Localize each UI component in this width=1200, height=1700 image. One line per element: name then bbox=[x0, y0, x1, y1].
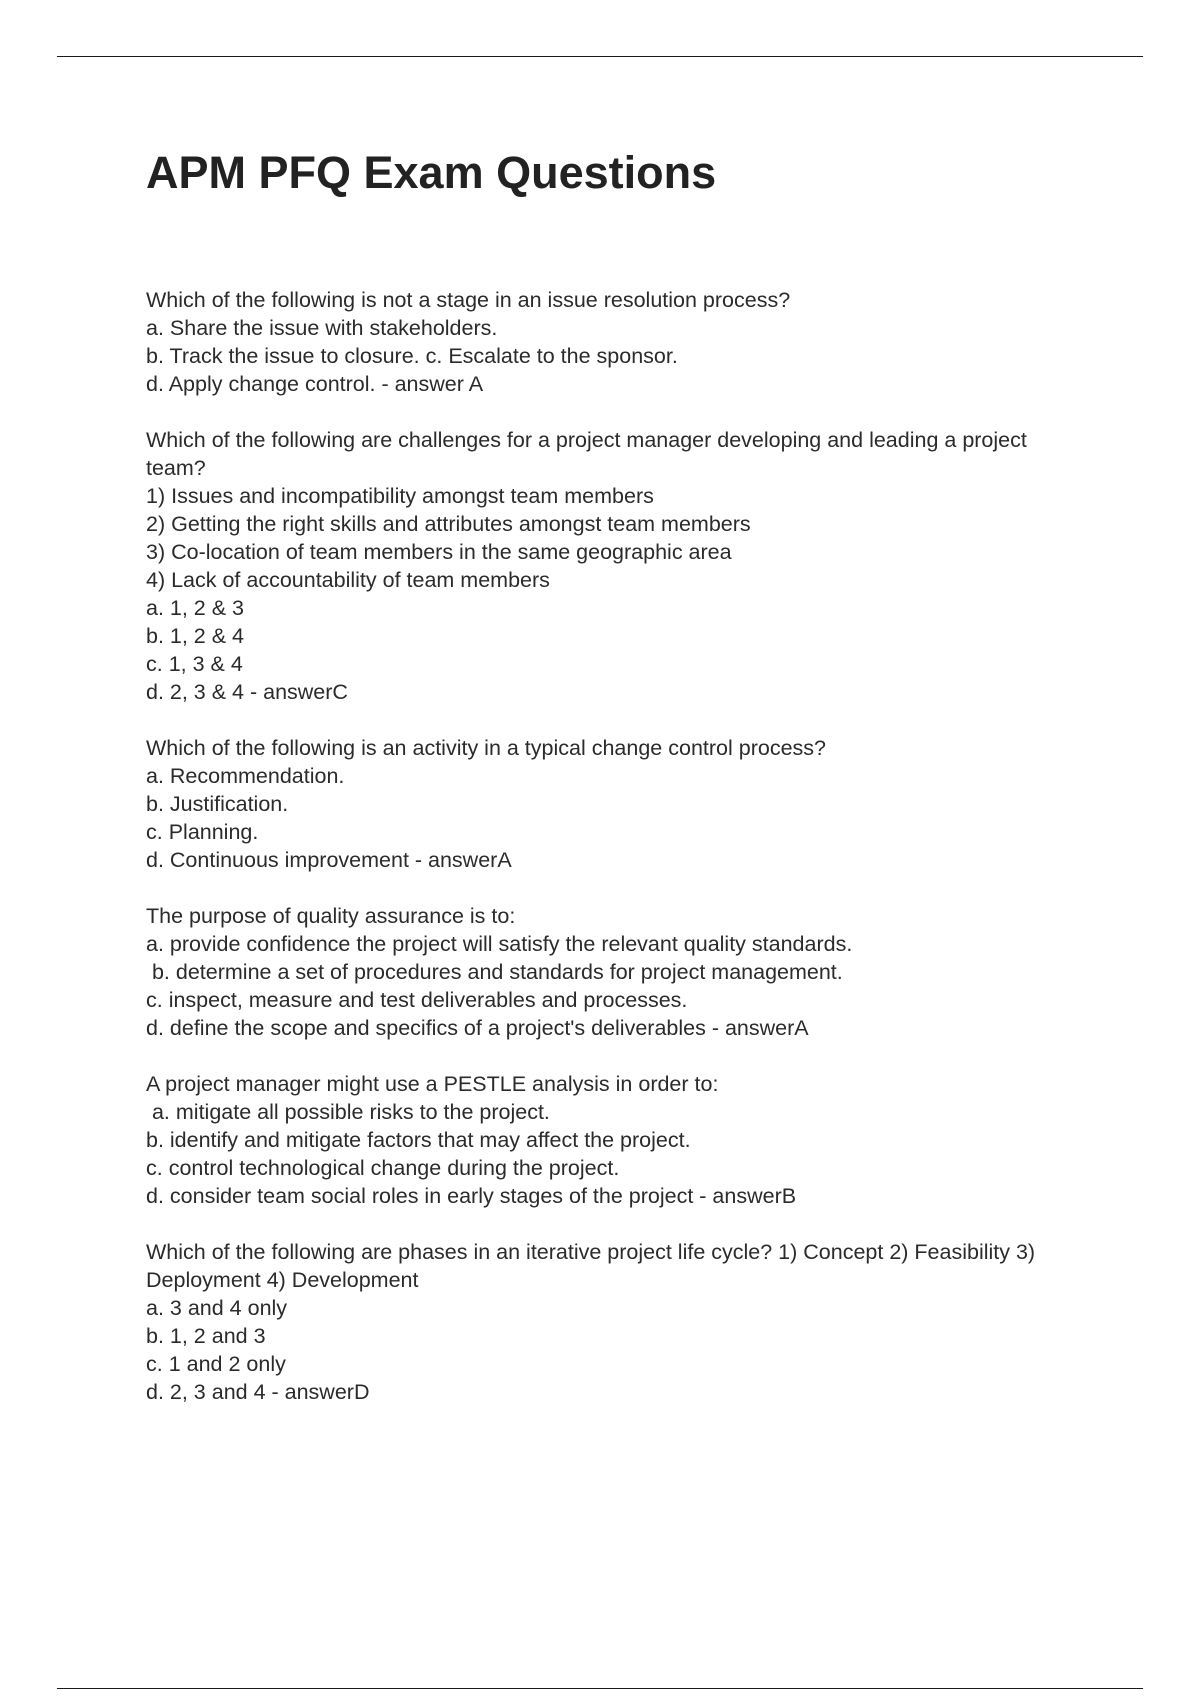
question-5 bbox=[146, 1070, 1086, 1210]
answer-option: d. Apply change control. - answer A bbox=[146, 372, 484, 396]
answer-option: a. Share the issue with stakeholders. bbox=[146, 316, 498, 340]
answer-option: d. define the scope and specifics of a project's deliverables - answerA bbox=[146, 1016, 809, 1040]
answer-option: d. 2, 3 and 4 - answerD bbox=[146, 1380, 370, 1404]
top-rule bbox=[57, 56, 1143, 57]
answer-option: a. provide confidence the project will satisfy the relevant quality standards. bbox=[146, 932, 853, 956]
answer-option: b. determine a set of procedures and standards for project management. bbox=[146, 960, 843, 984]
question-prompt: Which of the following are phases in an iterative project life cycle? 1) Concept 2) Feasibility 3) Deployment 4) Development bbox=[146, 1240, 1036, 1292]
answer-option: a. 3 and 4 only bbox=[146, 1296, 288, 1320]
answer-option: c. 1, 3 & 4 bbox=[146, 652, 243, 676]
answer-option: d. Continuous improvement - answerA bbox=[146, 848, 512, 872]
statement-item: 4) Lack of accountability of team members bbox=[146, 568, 550, 592]
question-6 bbox=[146, 1238, 1086, 1406]
answer-option: b. 1, 2 & 4 bbox=[146, 624, 245, 648]
bottom-rule bbox=[57, 1688, 1143, 1689]
answer-option: c. 1 and 2 only bbox=[146, 1352, 286, 1376]
answer-option: b. Track the issue to closure. c. Escalate to the sponsor. bbox=[146, 344, 678, 368]
question-prompt: Which of the following are challenges for a project manager developing and leading a project team? bbox=[146, 428, 1027, 480]
questions-list bbox=[146, 286, 1086, 1434]
answer-option: c. inspect, measure and test deliverables and processes. bbox=[146, 988, 688, 1012]
question-prompt: The purpose of quality assurance is to: bbox=[146, 904, 516, 928]
answer-option: b. 1, 2 and 3 bbox=[146, 1324, 266, 1348]
question-prompt: Which of the following is not a stage in an issue resolution process? bbox=[146, 288, 791, 312]
answer-option: b. Justification. bbox=[146, 792, 289, 816]
question-prompt: A project manager might use a PESTLE analysis in order to: bbox=[146, 1072, 719, 1096]
answer-option: d. 2, 3 & 4 - answerC bbox=[146, 680, 348, 704]
question-prompt: Which of the following is an activity in a typical change control process? bbox=[146, 736, 826, 760]
question-1 bbox=[146, 286, 1086, 398]
statement-item: 2) Getting the right skills and attributes amongst team members bbox=[146, 512, 751, 536]
question-3 bbox=[146, 734, 1086, 874]
page-title: APM PFQ Exam Questions bbox=[146, 147, 717, 198]
statement-item: 1) Issues and incompatibility amongst team members bbox=[146, 484, 654, 508]
answer-option: a. Recommendation. bbox=[146, 764, 345, 788]
answer-option: a. mitigate all possible risks to the project. bbox=[146, 1100, 550, 1124]
answer-option: c. control technological change during the project. bbox=[146, 1156, 620, 1180]
question-4 bbox=[146, 902, 1086, 1042]
question-2 bbox=[146, 426, 1086, 706]
answer-option: a. 1, 2 & 3 bbox=[146, 596, 245, 620]
answer-option: d. consider team social roles in early stages of the project - answerB bbox=[146, 1184, 797, 1208]
answer-option: c. Planning. bbox=[146, 820, 259, 844]
answer-option: b. identify and mitigate factors that may affect the project. bbox=[146, 1128, 691, 1152]
statement-item: 3) Co-location of team members in the same geographic area bbox=[146, 540, 732, 564]
